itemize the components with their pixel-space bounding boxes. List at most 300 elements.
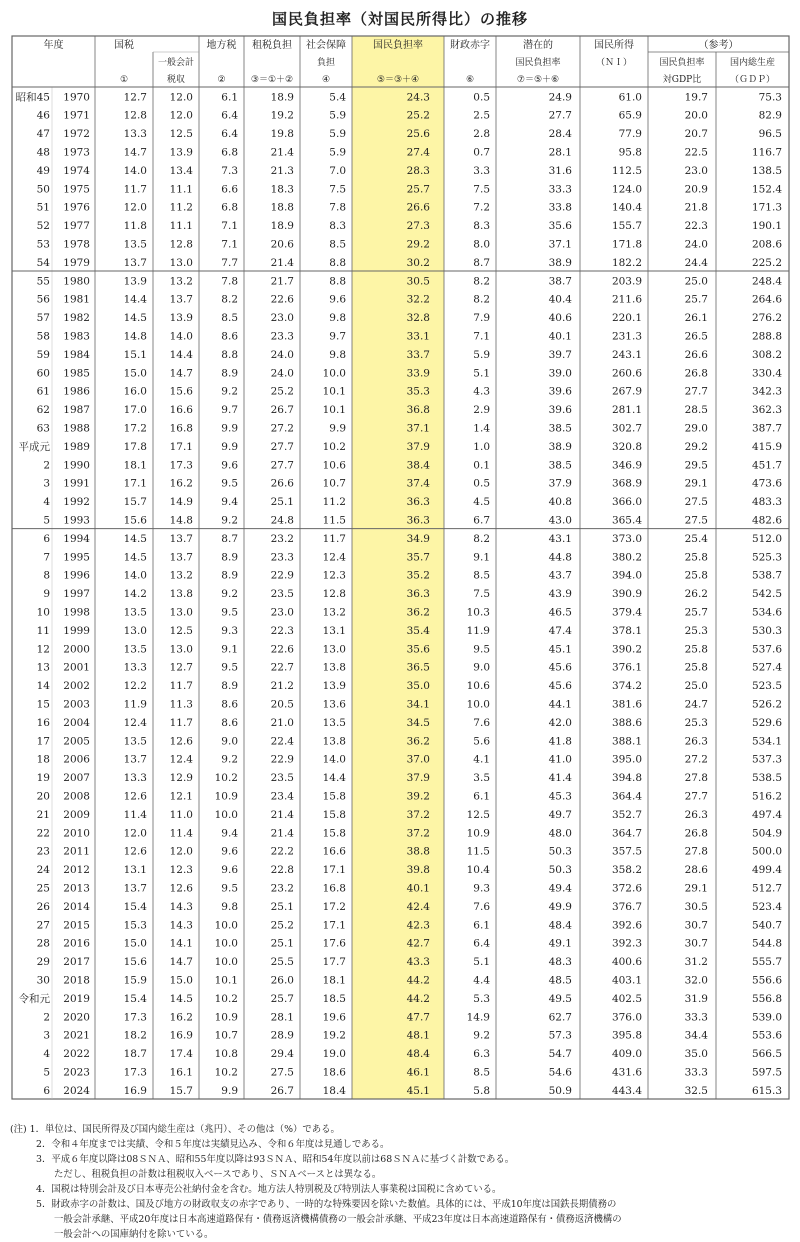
table-cell: 9.0 xyxy=(473,661,490,674)
table-cell: 10.6 xyxy=(466,680,490,693)
table-cell: 140.4 xyxy=(611,201,642,214)
era-cell: 11 xyxy=(36,624,50,637)
table-cell: 499.4 xyxy=(751,864,782,877)
era-cell: 6 xyxy=(43,1084,50,1097)
table-cell: 45.6 xyxy=(548,680,572,693)
table-cell: 1983 xyxy=(63,330,90,343)
era-cell: 2 xyxy=(43,1011,50,1024)
table-cell: 13.0 xyxy=(169,643,193,656)
era-cell: 16 xyxy=(36,716,50,729)
era-cell: 14 xyxy=(36,680,50,693)
table-cell: 402.5 xyxy=(611,992,642,1005)
table-cell: 2012 xyxy=(63,864,90,877)
table-row xyxy=(37,257,782,269)
table-cell: 18.6 xyxy=(322,1066,346,1079)
table-cell: 2007 xyxy=(63,772,90,785)
table-cell: 11.5 xyxy=(466,845,490,858)
table-cell: 61.0 xyxy=(618,91,642,104)
table-cell: 20.7 xyxy=(684,128,708,141)
table-cell: 13.8 xyxy=(322,661,346,674)
table-cell: 556.8 xyxy=(751,992,782,1005)
era-cell: 昭和45 xyxy=(15,91,50,104)
table-row xyxy=(43,459,782,471)
table-cell: 15.7 xyxy=(169,1084,193,1097)
table-cell: 43.0 xyxy=(548,514,572,527)
table-row xyxy=(43,478,782,490)
table-cell: 14.8 xyxy=(169,514,193,527)
table-cell: 374.2 xyxy=(611,680,642,693)
table-cell: 10.2 xyxy=(322,440,346,453)
table-cell: 6.1 xyxy=(473,919,490,932)
table-cell: 16.2 xyxy=(169,1011,193,1024)
table-cell: 37.0 xyxy=(406,753,430,766)
table-cell: 50.9 xyxy=(548,1084,572,1097)
table-cell: 26.1 xyxy=(684,312,708,325)
table-cell: 32.8 xyxy=(406,312,430,325)
table-cell: 35.0 xyxy=(684,1048,708,1061)
table-cell: 1971 xyxy=(63,109,90,122)
table-cell: 37.9 xyxy=(406,772,430,785)
table-cell: 48.5 xyxy=(548,974,572,987)
table-cell: 7.8 xyxy=(221,275,238,288)
table-cell: 10.1 xyxy=(322,385,346,398)
table-cell: 20.5 xyxy=(270,698,294,711)
table-cell: 534.6 xyxy=(751,606,782,619)
table-cell: 9.8 xyxy=(221,900,238,913)
table-cell: 5.6 xyxy=(473,735,490,748)
table-cell: 9.9 xyxy=(221,1084,238,1097)
table-cell: 364.4 xyxy=(611,790,642,803)
table-cell: 29.1 xyxy=(684,882,708,895)
table-cell: 28.4 xyxy=(548,128,572,141)
table-cell: 40.6 xyxy=(548,312,572,325)
table-cell: 37.9 xyxy=(548,477,572,490)
table-cell: 2005 xyxy=(63,735,90,748)
table-cell: 7.1 xyxy=(221,238,238,251)
table-cell: 45.6 xyxy=(548,661,572,674)
table-cell: 5.9 xyxy=(329,128,346,141)
table-cell: 23.2 xyxy=(270,532,294,545)
table-cell: 27.7 xyxy=(270,459,294,472)
table-cell: 381.6 xyxy=(611,698,642,711)
table-cell: 14.5 xyxy=(123,551,147,564)
table-cell: 12.0 xyxy=(169,845,193,858)
era-cell: 17 xyxy=(36,735,50,748)
table-cell: 11.0 xyxy=(169,808,193,821)
header-cell: 潜在的 xyxy=(523,40,553,51)
table-cell: 25.8 xyxy=(684,643,708,656)
table-row xyxy=(37,275,783,287)
table-cell: 18.3 xyxy=(270,183,294,196)
era-cell: 23 xyxy=(36,845,50,858)
table-row xyxy=(37,625,782,637)
table-cell: 41.4 xyxy=(548,772,572,785)
table-cell: 1972 xyxy=(63,128,90,141)
table-cell: 27.4 xyxy=(406,146,430,159)
table-cell: 11.9 xyxy=(123,698,147,711)
table-cell: 23.5 xyxy=(270,772,294,785)
note-line: (注) 1．単位は、国民所得及び国内総生産は（兆円）、その他は（%）である。 xyxy=(10,1124,340,1135)
table-row xyxy=(37,735,782,747)
table-cell: 14.0 xyxy=(169,330,193,343)
table-cell: 10.0 xyxy=(214,937,238,950)
table-cell: 13.0 xyxy=(123,624,147,637)
table-cell: 47.4 xyxy=(548,624,572,637)
table-cell: 16.6 xyxy=(322,845,346,858)
table-cell: 1981 xyxy=(63,293,90,306)
table-cell: 15.0 xyxy=(123,937,147,950)
table-cell: 37.9 xyxy=(406,440,430,453)
era-cell: 52 xyxy=(36,220,50,233)
table-cell: 27.7 xyxy=(270,440,294,453)
table-cell: 40.1 xyxy=(406,882,430,895)
table-cell: 18.1 xyxy=(322,974,346,987)
table-cell: 25.1 xyxy=(270,937,294,950)
table-cell: 38.5 xyxy=(548,422,572,435)
table-cell: 26.2 xyxy=(684,588,708,601)
table-cell: 43.7 xyxy=(548,569,572,582)
table-cell: 40.8 xyxy=(548,496,572,509)
table-cell: 10.2 xyxy=(214,772,238,785)
table-cell: 8.3 xyxy=(329,220,346,233)
table-cell: 47.7 xyxy=(406,1011,430,1024)
table-cell: 10.7 xyxy=(322,477,346,490)
table-cell: 9.8 xyxy=(329,348,346,361)
table-cell: 25.1 xyxy=(270,496,294,509)
table-cell: 390.2 xyxy=(611,643,642,656)
table-cell: 29.5 xyxy=(684,459,708,472)
table-cell: 36.3 xyxy=(406,514,430,527)
table-cell: 15.6 xyxy=(169,385,193,398)
table-cell: 24.4 xyxy=(684,256,708,269)
table-cell: 11.7 xyxy=(322,532,346,545)
table-cell: 276.2 xyxy=(751,312,782,325)
header-cell: ④ xyxy=(321,75,331,85)
table-cell: 13.9 xyxy=(123,275,147,288)
table-cell: 18.2 xyxy=(123,1029,147,1042)
table-cell: 14.7 xyxy=(169,367,193,380)
table-cell: 27.2 xyxy=(684,753,708,766)
table-cell: 26.0 xyxy=(270,974,294,987)
table-cell: 482.6 xyxy=(751,514,782,527)
table-cell: 26.6 xyxy=(406,201,430,214)
table-cell: 15.8 xyxy=(322,808,346,821)
table-cell: 30.2 xyxy=(406,256,430,269)
table-cell: 231.3 xyxy=(611,330,642,343)
table-cell: 13.0 xyxy=(169,256,193,269)
table-cell: 19.6 xyxy=(322,1011,346,1024)
table-cell: 243.1 xyxy=(611,348,642,361)
table-cell: 22.6 xyxy=(270,293,294,306)
era-cell: 46 xyxy=(36,109,50,122)
table-cell: 25.6 xyxy=(406,128,430,141)
table-cell: 48.0 xyxy=(548,827,572,840)
table-cell: 6.4 xyxy=(473,937,490,950)
table-cell: 12.6 xyxy=(169,882,193,895)
table-cell: 12.2 xyxy=(123,680,147,693)
table-cell: 395.8 xyxy=(611,1029,642,1042)
table-cell: 21.3 xyxy=(270,164,294,177)
table-cell: 7.9 xyxy=(473,312,490,325)
note-line: 2．令和４年度までは実績、令和５年度は実績見込み、令和６年度は見通しである。 xyxy=(36,1139,390,1150)
table-cell: 394.0 xyxy=(611,569,642,582)
table-cell: 26.5 xyxy=(684,330,708,343)
era-cell: 63 xyxy=(36,422,50,435)
table-cell: 25.3 xyxy=(684,716,708,729)
table-cell: 33.3 xyxy=(684,1011,708,1024)
header-cell: 国税 xyxy=(114,40,134,51)
table-cell: 320.8 xyxy=(611,440,642,453)
table-cell: 17.1 xyxy=(123,477,147,490)
table-cell: 45.1 xyxy=(406,1084,430,1097)
table-cell: 2011 xyxy=(63,845,90,858)
table-cell: 35.6 xyxy=(406,643,430,656)
table-cell: 18.9 xyxy=(270,91,294,104)
table-cell: 18.7 xyxy=(123,1048,147,1061)
table-cell: 65.9 xyxy=(618,109,642,122)
era-cell: 5 xyxy=(43,1066,50,1079)
era-cell: 15 xyxy=(36,698,50,711)
table-cell: 16.8 xyxy=(322,882,346,895)
table-cell: 1974 xyxy=(63,164,90,177)
table-cell: 24.7 xyxy=(684,698,708,711)
table-cell: 9.5 xyxy=(221,882,238,895)
table-cell: 7.5 xyxy=(473,588,490,601)
table-cell: 556.6 xyxy=(751,974,782,987)
table-cell: 330.4 xyxy=(751,367,782,380)
table-cell: 27.8 xyxy=(684,845,708,858)
table-cell: 54.7 xyxy=(548,1048,572,1061)
table-row xyxy=(37,239,783,251)
note-line: ただし、租税負担の計数は租税収入ベースであり、ＳＮＡベースとは異なる。 xyxy=(54,1169,382,1180)
table-cell: 14.0 xyxy=(123,569,147,582)
table-cell: 34.5 xyxy=(406,716,430,729)
table-cell: 267.9 xyxy=(611,385,642,398)
table-cell: 12.9 xyxy=(169,772,193,785)
table-cell: 9.3 xyxy=(221,624,238,637)
era-cell: 27 xyxy=(36,919,50,932)
table-cell: 23.0 xyxy=(684,164,708,177)
table-cell: 1984 xyxy=(63,348,90,361)
era-cell: 54 xyxy=(36,256,50,269)
table-cell: 15.9 xyxy=(123,974,147,987)
table-cell: 12.8 xyxy=(322,588,346,601)
table-cell: 24.0 xyxy=(270,348,294,361)
table-cell: 19.7 xyxy=(684,91,708,104)
table-row xyxy=(37,864,783,876)
table-cell: 9.2 xyxy=(473,1029,490,1042)
note-line: 一般会計承継、平成20年度は日本高速道路保有・債務返済機構債務の一般会計承継、平成23年度は日本高速道路保有・債務返済機構の xyxy=(54,1214,622,1225)
table-cell: 15.0 xyxy=(169,974,193,987)
table-cell: 32.0 xyxy=(684,974,708,987)
header-cell: （ＮＩ） xyxy=(595,58,633,68)
table-cell: 302.7 xyxy=(611,422,642,435)
table-cell: 23.0 xyxy=(270,312,294,325)
table-cell: 17.2 xyxy=(322,900,346,913)
table-cell: 409.0 xyxy=(611,1048,642,1061)
table-cell: 13.9 xyxy=(169,312,193,325)
era-cell: 58 xyxy=(36,330,50,343)
era-cell: 8 xyxy=(43,569,50,582)
era-cell: 49 xyxy=(36,164,50,177)
table-cell: 5.8 xyxy=(473,1084,490,1097)
table-row xyxy=(43,1067,782,1079)
table-cell: 33.3 xyxy=(684,1066,708,1079)
table-cell: 368.9 xyxy=(611,477,642,490)
table-cell: 9.5 xyxy=(221,661,238,674)
table-cell: 203.9 xyxy=(611,275,642,288)
table-cell: 390.9 xyxy=(611,588,642,601)
table-cell: 1979 xyxy=(63,256,90,269)
era-cell: 10 xyxy=(36,606,50,619)
table-row xyxy=(37,846,782,858)
table-cell: 171.3 xyxy=(751,201,782,214)
table-cell: 17.8 xyxy=(123,440,147,453)
table-cell: 2021 xyxy=(63,1029,90,1042)
table-cell: 49.7 xyxy=(548,808,572,821)
table-cell: 34.1 xyxy=(406,698,430,711)
header-cell: 対GDP比 xyxy=(662,75,702,85)
table-cell: 22.4 xyxy=(270,735,294,748)
table-cell: 9.4 xyxy=(221,827,238,840)
table-cell: 4.3 xyxy=(473,385,490,398)
table-cell: 17.1 xyxy=(169,440,193,453)
era-cell: 61 xyxy=(36,385,50,398)
table-cell: 566.5 xyxy=(751,1048,782,1061)
table-cell: 8.5 xyxy=(221,312,238,325)
table-cell: 19.2 xyxy=(270,109,294,122)
table-cell: 373.0 xyxy=(611,532,642,545)
table-cell: 27.5 xyxy=(684,496,708,509)
table-row xyxy=(37,294,783,306)
table-cell: 44.1 xyxy=(548,698,572,711)
table-cell: 527.4 xyxy=(751,661,782,674)
table-cell: 38.7 xyxy=(548,275,572,288)
table-cell: 288.8 xyxy=(751,330,782,343)
table-cell: 8.9 xyxy=(221,367,238,380)
table-cell: 24.3 xyxy=(406,91,430,104)
table-cell: 15.4 xyxy=(123,992,147,1005)
table-cell: 25.7 xyxy=(406,183,430,196)
table-cell: 526.2 xyxy=(751,698,782,711)
table-row xyxy=(37,423,782,435)
table-cell: 21.4 xyxy=(270,256,294,269)
table-cell: 17.6 xyxy=(322,937,346,950)
table-cell: 2016 xyxy=(63,937,90,950)
table-cell: 31.6 xyxy=(548,164,572,177)
table-cell: 22.7 xyxy=(270,661,294,674)
table-cell: 25.7 xyxy=(270,992,294,1005)
table-cell: 16.6 xyxy=(169,404,193,417)
table-cell: 23.5 xyxy=(270,588,294,601)
table-cell: 388.6 xyxy=(611,716,642,729)
table-row xyxy=(37,312,782,324)
table-cell: 10.8 xyxy=(214,1048,238,1061)
table-cell: 7.6 xyxy=(473,900,490,913)
table-cell: 27.5 xyxy=(270,1066,294,1079)
table-cell: 28.6 xyxy=(684,864,708,877)
era-cell: 20 xyxy=(36,790,50,803)
era-cell: 平成元 xyxy=(18,440,50,453)
table-row xyxy=(37,680,782,692)
table-cell: 0.5 xyxy=(473,91,490,104)
table-cell: 14.3 xyxy=(169,919,193,932)
table-cell: 171.8 xyxy=(611,238,642,251)
table-cell: 1973 xyxy=(63,146,90,159)
table-cell: 13.7 xyxy=(169,532,193,545)
header-cell: ⑥ xyxy=(465,75,475,85)
table-cell: 22.9 xyxy=(270,569,294,582)
table-cell: 211.6 xyxy=(611,293,642,306)
table-cell: 9.7 xyxy=(221,404,238,417)
table-cell: 7.5 xyxy=(329,183,346,196)
table-cell: 23.3 xyxy=(270,551,294,564)
table-cell: 22.2 xyxy=(270,845,294,858)
table-cell: 12.8 xyxy=(169,238,193,251)
table-cell: 50.3 xyxy=(548,845,572,858)
table-cell: 4.1 xyxy=(473,753,490,766)
table-cell: 9.3 xyxy=(473,882,490,895)
table-cell: 362.3 xyxy=(751,404,782,417)
table-cell: 392.6 xyxy=(611,919,642,932)
table-cell: 5.9 xyxy=(329,109,346,122)
footnotes xyxy=(10,1122,790,1242)
table-cell: 15.1 xyxy=(123,348,147,361)
table-cell: 16.9 xyxy=(123,1084,147,1097)
table-cell: 35.2 xyxy=(406,569,430,582)
era-cell: 3 xyxy=(43,477,50,490)
table-cell: 18.4 xyxy=(322,1084,346,1097)
table-cell: 39.7 xyxy=(548,348,572,361)
table-cell: 14.1 xyxy=(169,937,193,950)
table-cell: 25.2 xyxy=(270,919,294,932)
header-cell: ③＝①＋② xyxy=(250,75,294,85)
era-cell: 21 xyxy=(36,808,50,821)
table-cell: 15.3 xyxy=(123,919,147,932)
table-cell: 6.6 xyxy=(221,183,238,196)
table-cell: 10.3 xyxy=(466,606,490,619)
table-cell: 11.1 xyxy=(169,220,193,233)
table-cell: 12.4 xyxy=(169,753,193,766)
table-cell: 1997 xyxy=(63,588,90,601)
table-row xyxy=(37,883,782,895)
table-cell: 38.8 xyxy=(406,845,430,858)
table-cell: 379.4 xyxy=(611,606,642,619)
table-cell: 26.8 xyxy=(684,827,708,840)
table-cell: 2000 xyxy=(63,643,90,656)
table-cell: 12.0 xyxy=(123,201,147,214)
table-cell: 358.2 xyxy=(611,864,642,877)
table-cell: 25.2 xyxy=(406,109,430,122)
table-cell: 2023 xyxy=(63,1066,90,1079)
table-cell: 30.5 xyxy=(684,900,708,913)
table-cell: 12.3 xyxy=(169,864,193,877)
table-cell: 16.8 xyxy=(169,422,193,435)
table-cell: 529.6 xyxy=(751,716,782,729)
table-cell: 29.2 xyxy=(684,440,708,453)
table-cell: 75.3 xyxy=(758,91,782,104)
table-cell: 500.0 xyxy=(751,845,782,858)
table-row xyxy=(37,919,782,931)
era-cell: 25 xyxy=(36,882,50,895)
era-cell: 28 xyxy=(36,937,50,950)
table-row xyxy=(37,607,783,619)
table-cell: 11.4 xyxy=(169,827,193,840)
table-cell: 208.6 xyxy=(751,238,782,251)
table-cell: 25.1 xyxy=(270,900,294,913)
table-cell: 46.5 xyxy=(548,606,572,619)
table-cell: 27.7 xyxy=(684,385,708,398)
